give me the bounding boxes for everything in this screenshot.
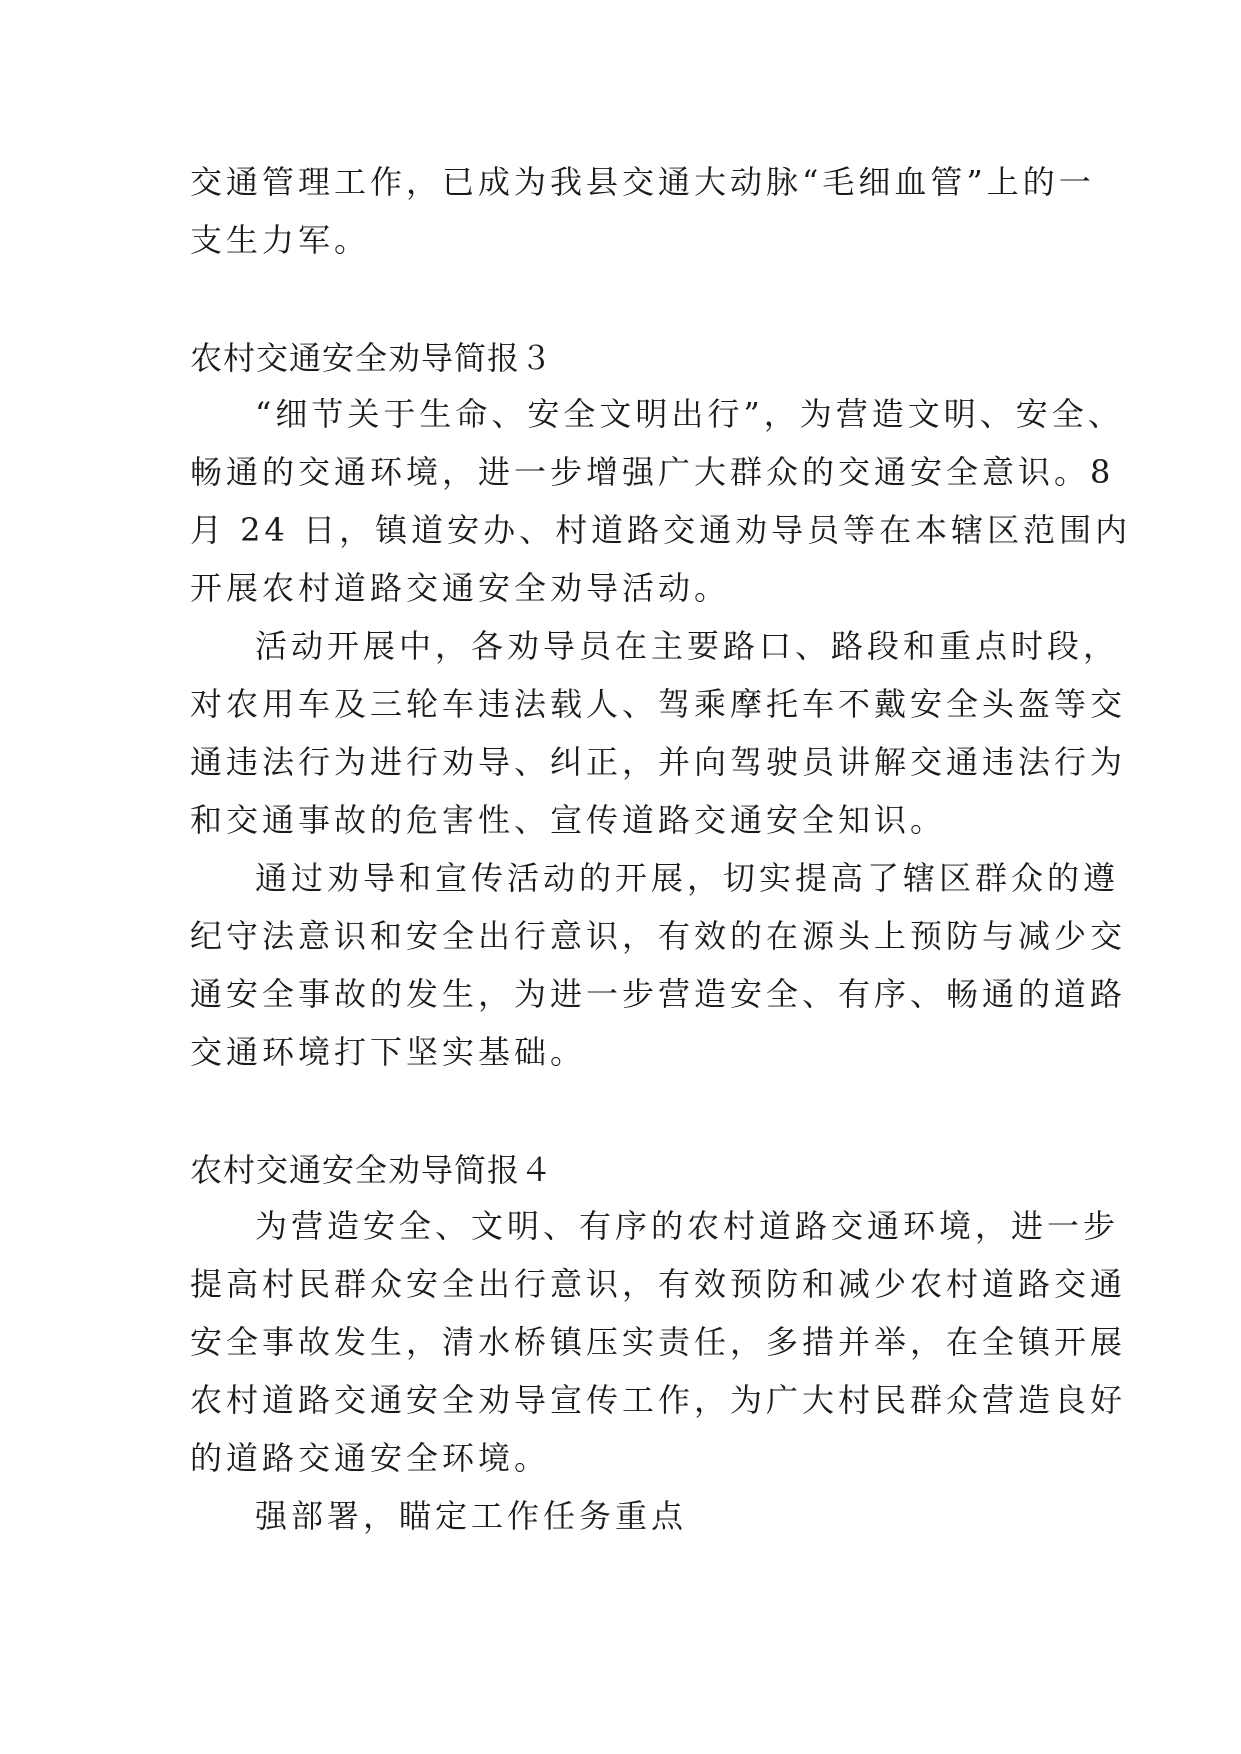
body-text-line: 支生力军。 bbox=[190, 221, 371, 259]
body-text-line: 对农用车及三轮车违法载人、驾乘摩托车不戴安全头盔等交 bbox=[190, 685, 1127, 723]
body-text-line: 月 24 日，镇道安办、村道路交通劝导员等在本辖区范围内 bbox=[190, 511, 1132, 549]
body-text-line: 活动开展中，各劝导员在主要路口、路段和重点时段， bbox=[255, 627, 1120, 665]
body-text-line: 安全事故发生，清水桥镇压实责任，多措并举，在全镇开展 bbox=[190, 1323, 1127, 1361]
body-text-line: 通安全事故的发生，为进一步营造安全、有序、畅通的道路 bbox=[190, 975, 1127, 1013]
body-text-line: 畅通的交通环境，进一步增强广大群众的交通安全意识。8 bbox=[190, 453, 1115, 491]
body-text-line: 的道路交通安全环境。 bbox=[190, 1439, 551, 1477]
body-text-line: 强部署，瞄定工作任务重点 bbox=[255, 1497, 688, 1535]
body-text-line: 交通环境打下坚实基础。 bbox=[190, 1033, 587, 1071]
body-text-line: 交通管理工作，已成为我县交通大动脉“毛细血管”上的一 bbox=[190, 163, 1095, 201]
body-text-line: 纪守法意识和安全出行意识，有效的在源头上预防与减少交 bbox=[190, 917, 1127, 955]
body-text-line: 为营造安全、文明、有序的农村道路交通环境，进一步 bbox=[255, 1207, 1120, 1245]
body-text-line: 开展农村道路交通安全劝导活动。 bbox=[190, 569, 731, 607]
section-title: 农村交通安全劝导简报４ bbox=[190, 1151, 554, 1189]
body-text-line: 和交通事故的危害性、宣传道路交通安全知识。 bbox=[190, 801, 947, 839]
body-text-line: “细节关于生命、安全文明出行”，为营造文明、安全、 bbox=[255, 395, 1124, 433]
section-title: 农村交通安全劝导简报３ bbox=[190, 339, 554, 377]
body-text-line: 通过劝导和宣传活动的开展，切实提高了辖区群众的遵 bbox=[255, 859, 1120, 897]
body-text-line: 通违法行为进行劝导、纠正，并向驾驶员讲解交通违法行为 bbox=[190, 743, 1127, 781]
body-text-line: 农村道路交通安全劝导宣传工作，为广大村民群众营造良好 bbox=[190, 1381, 1127, 1419]
body-text-line: 提高村民群众安全出行意识，有效预防和减少农村道路交通 bbox=[190, 1265, 1127, 1303]
